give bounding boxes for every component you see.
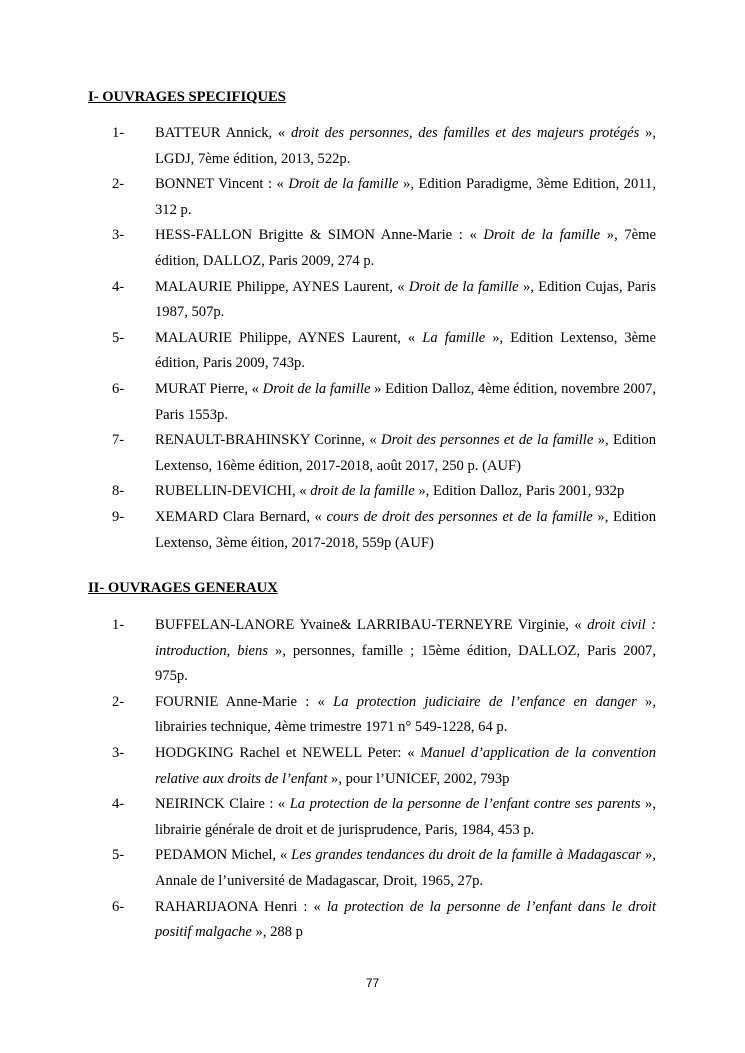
entry-title: La protection de la personne de l’enfant contre ses parents bbox=[289, 796, 641, 813]
bibliography-entry bbox=[88, 792, 656, 843]
bibliography-entry bbox=[88, 275, 656, 326]
bibliography-entry bbox=[88, 895, 656, 946]
entry-details: », librairies technique, 4ème trimestre 1971 n° 549-1228, 64 p. bbox=[155, 693, 657, 736]
entry-author: MALAURIE Philippe, AYNES Laurent, « bbox=[155, 329, 423, 346]
entry-text bbox=[155, 741, 656, 792]
entry-title: la protection de la personne de l’enfant dans le droit positif malgache bbox=[155, 898, 656, 941]
entry-title: Droit de la famille bbox=[288, 176, 399, 193]
bibliography-entry bbox=[88, 741, 656, 792]
bibliography-entry bbox=[88, 377, 656, 428]
bibliography-list-generaux bbox=[88, 613, 656, 946]
entry-title: Manuel d’application de la convention relative aux droits de l’enfant bbox=[155, 744, 656, 787]
entry-text bbox=[155, 121, 656, 172]
entry-details: », LGDJ, 7ème édition, 2013, 522p. bbox=[155, 125, 657, 167]
entry-number: 2- bbox=[112, 693, 125, 710]
entry-author: NEIRINCK Claire : « bbox=[155, 796, 290, 813]
entry-text bbox=[155, 613, 656, 690]
bibliography-entry bbox=[88, 428, 656, 479]
entry-author: RAHARIJAONA Henri : « bbox=[155, 898, 327, 915]
entry-details: », Annale de l’université de Madagascar, Droit, 1965, 27p. bbox=[155, 847, 656, 889]
bibliography-entry bbox=[88, 690, 656, 741]
entry-title: Les grandes tendances du droit de la famille à Madagascar bbox=[291, 847, 642, 864]
entry-title: cours de droit des personnes et de la famille bbox=[326, 508, 593, 525]
entry-title: droit des personnes, des familles et des majeurs protégés bbox=[290, 125, 640, 141]
entry-author: MURAT Pierre, « bbox=[155, 380, 263, 397]
entry-number: 9- bbox=[112, 508, 125, 525]
section-title-generaux: II- OUVRAGES GENERAUX bbox=[88, 580, 278, 596]
entry-title: droit de la famille bbox=[310, 483, 415, 500]
section-title-specifiques: I- OUVRAGES SPECIFIQUES bbox=[88, 89, 286, 105]
entry-text bbox=[155, 275, 656, 326]
entry-details: », Edition Lextenso, 16ème édition, 2017-2018, août 2017, 250 p. (AUF) bbox=[155, 432, 657, 474]
bibliography-list-specifiques bbox=[88, 121, 656, 556]
entry-text bbox=[155, 326, 656, 377]
entry-title: droit civil : introduction, biens bbox=[155, 617, 656, 659]
entry-text bbox=[155, 172, 656, 223]
entry-author: HODGKING Rachel et NEWELL Peter: « bbox=[155, 744, 421, 761]
bibliography-entry bbox=[88, 505, 656, 556]
entry-number: 8- bbox=[112, 483, 125, 500]
entry-text bbox=[155, 792, 656, 843]
entry-author: BONNET Vincent : « bbox=[155, 176, 289, 193]
entry-details: », 288 p bbox=[251, 924, 303, 941]
entry-number: 5- bbox=[112, 847, 125, 864]
entry-text bbox=[155, 843, 656, 894]
entry-author: XEMARD Clara Bernard, « bbox=[155, 508, 327, 525]
entry-author: HESS-FALLON Brigitte & SIMON Anne-Marie : « bbox=[155, 227, 484, 244]
bibliography-entry bbox=[88, 172, 656, 223]
entry-details: », pour l’UNICEF, 2002, 793p bbox=[327, 770, 510, 787]
entry-title: Droit de la famille bbox=[483, 227, 601, 244]
entry-author: MALAURIE Philippe, AYNES Laurent, « bbox=[155, 278, 409, 295]
entry-text bbox=[155, 505, 656, 556]
entry-title: La protection judiciaire de l’enfance en danger bbox=[333, 693, 637, 710]
entry-details: », librairie générale de droit et de jurisprudence, Paris, 1984, 453 p. bbox=[155, 796, 656, 838]
bibliography-entry bbox=[88, 223, 656, 274]
entry-number: 1- bbox=[112, 125, 125, 141]
bibliography-entry bbox=[88, 843, 656, 894]
entry-text bbox=[155, 690, 656, 741]
entry-details: », Edition Dalloz, Paris 2001, 932p bbox=[414, 483, 625, 500]
bibliography-entry bbox=[88, 326, 656, 377]
entry-text bbox=[155, 479, 656, 505]
page-number: 77 bbox=[365, 976, 380, 990]
entry-title: Droit de la famille bbox=[262, 380, 371, 397]
entry-author: PEDAMON Michel, « bbox=[155, 847, 292, 864]
entry-number: 6- bbox=[112, 898, 125, 915]
entry-author: RUBELLIN-DEVICHI, « bbox=[155, 483, 311, 500]
entry-details: », personnes, famille ; 15ème édition, DALLOZ, Paris 2007, 975p. bbox=[155, 642, 656, 685]
entry-author: FOURNIE Anne-Marie : « bbox=[155, 693, 334, 710]
entry-number: 2- bbox=[112, 176, 125, 193]
bibliography-entry bbox=[88, 121, 656, 172]
entry-text bbox=[155, 377, 656, 428]
bibliography-entry bbox=[88, 479, 656, 505]
entry-details: », Edition Lextenso, 3ème édition, Paris 2009, 743p. bbox=[155, 329, 656, 372]
entry-number: 3- bbox=[112, 744, 125, 761]
entry-text bbox=[155, 223, 656, 274]
entry-author: BUFFELAN-LANORE Yvaine& LARRIBAU-TERNEYRE Virginie, « bbox=[155, 617, 588, 633]
entry-text bbox=[155, 895, 656, 946]
entry-details: » Edition Dalloz, 4ème édition, novembre 2007, Paris 1553p. bbox=[155, 380, 657, 423]
entry-number: 6- bbox=[112, 380, 125, 397]
entry-details: », Edition Lextenso, 3ème éition, 2017-2018, 559p (AUF) bbox=[155, 508, 656, 551]
entry-number: 4- bbox=[112, 278, 125, 295]
entry-details: », Edition Paradigme, 3ème Edition, 2011, 312 p. bbox=[155, 176, 656, 218]
entry-title: Droit des personnes et de la famille bbox=[381, 432, 594, 449]
entry-number: 5- bbox=[112, 329, 125, 346]
bibliography-entry bbox=[88, 613, 656, 690]
entry-title: Droit de la famille bbox=[408, 278, 519, 295]
entry-number: 1- bbox=[112, 617, 125, 633]
entry-details: », 7ème édition, DALLOZ, Paris 2009, 274 p. bbox=[155, 227, 656, 269]
entry-author: RENAULT-BRAHINSKY Corinne, « bbox=[155, 432, 382, 449]
entry-number: 4- bbox=[112, 796, 125, 813]
entry-text bbox=[155, 428, 656, 479]
entry-author: BATTEUR Annick, « bbox=[155, 125, 291, 141]
entry-title: La famille bbox=[422, 329, 486, 346]
entry-details: », Edition Cujas, Paris 1987, 507p. bbox=[155, 278, 657, 321]
entry-number: 3- bbox=[112, 227, 125, 244]
entry-number: 7- bbox=[112, 432, 125, 449]
